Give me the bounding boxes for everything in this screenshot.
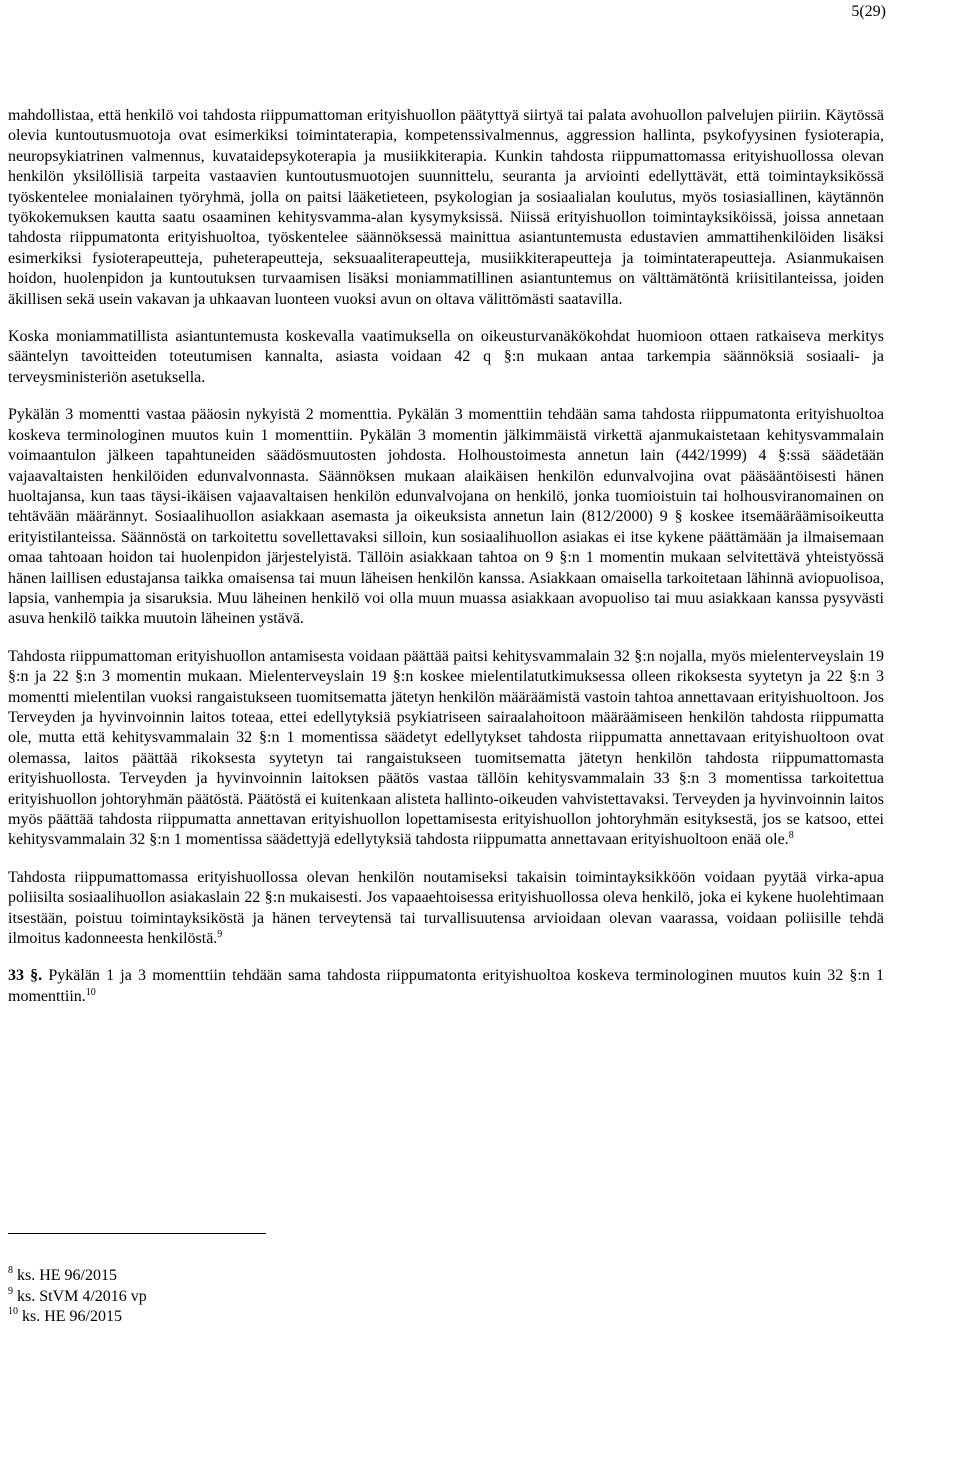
footnote-text: ks. StVM 4/2016 vp [17,1287,147,1305]
section-paragraph [8,966,884,1007]
footnote-number: 8 [8,1265,13,1276]
page-number: 5(29) [851,3,886,20]
paragraph-3-text: Pykälän 3 momentti vastaa pääosin nykyistä 2 momenttia. Pykälän 3 momenttiin tehdään sama tahdosta riippumatonta erityishuoltoa koskeva terminologinen muutos kuin 1 momenttiin. Pykälän 3 momentin jälkimmäistä virkettä ajanmukaistetaan kehitysvammalain voimaantulon jälkeen tapahtuneiden säädösmuutosten johdosta. Holhoustoimesta annetun lain (442/1999) 4 §:ssä säädetään vajaavaltaisten henkilöiden edunvalvonnasta. Säännöksen mukaan alaikäisen henkilön edunvalvojina ovat pääsääntöisesti hänen huoltajansa, kun taas täysi-ikäisen vajaavaltaisen henkilön edunvalvojana on henkilö, jonka tuomioistuin tai holhousviranomainen on tehtävään määrännyt. Sosiaalihuollon asiakkaan asemasta ja oikeuksista annetun lain (812/2000) 9 § koskee itsemääräämisoikeutta erityistilanteissa. Säännöstä on tarkoitettu sovellettavaksi silloin, kun sosiaalihuollon asiakas ei itse kykene päättämään ja ilmaisemaan omaa tahtoaan hoidon tai huolenpidon järjestelyistä. Tällöin asiakkaan tahtoa on 9 §:n 1 momentin mukaan selvitettävä yhteistyössä hänen laillisen edustajansa taikka omaisensa tai muun läheisen henkilön kanssa. Asiakkaan omaisella tarkoitetaan lähinnä aviopuolisoa, lapsia, vanhempia ja sisaruksia. Muu läheinen henkilö voi olla muun muassa asiakkaan avopuoliso tai muu asiakkaan kanssa pysyvästi asuva henkilö taikka muutoin läheinen ystävä. [8,406,884,628]
paragraph-3 [8,405,884,629]
paragraph-5 [8,868,884,950]
footnote-text: ks. HE 96/2015 [22,1308,122,1325]
footnote-9 [8,1287,608,1308]
paragraph-4-text: Tahdosta riippumattoman erityishuollon antamisesta voidaan päättää paitsi kehitysvammalain 32 §:n nojalla, myös mielenterveyslain 19 §:n ja 22 §:n 3 momentin mukaan. Mielenterveyslain 19 §:n koskee mielentilatutkimuksessa olleen rikoksesta syytetyn ja 22 §:n 3 momentti mielentilan vuoksi rangaistukseen tuomitsematta jätetyn henkilön määräämistä vastoin tahtoa annettavaan erityishuoltoon. Jos Terveyden ja hyvinvoinnin laitos toteaa, ettei edellytyksiä psykiatriseen sairaalahoitoon määräämiseen henkilön tahdosta riippumatta ole, mutta että kehitysvammalain 32 §:n 1 momentissa säädetyt edellytykset tahdosta riippumatta annettavaan erityishuoltoon ovat olemassa, laitos päättää rikoksesta syytetyn tai rangaistukseen tuomitsematta jätetyn henkilön tahdosta riippumattomasta erityishuollosta. Terveyden ja hyvinvoinnin laitoksen päätös vastaa tällöin kehitysvammalain 33 §:n 3 momentissa tarkoitettua erityishuollon johtoryhmän päätöstä. Päätöstä ei kuitenkaan alisteta hallinto-oikeuden vahvistettavaksi. Terveyden ja hyvinvoinnin laitos myös päättää tahdosta riippumatta annettavan erityishuollon lopettamisesta erityishuollon johtoryhmän esityksestä, jos se katsoo, ettei kehitysvammalain 32 §:n 1 momentissa säädettyjä edellytyksiä tahdosta riippumatta annettavaan erityishuoltoon enää ole. [8,647,884,849]
footnote-ref-10[interactable]: 10 [85,986,96,998]
footnote-ref-8[interactable]: 8 [788,830,794,842]
paragraph-2 [8,327,884,388]
paragraph-1-text: mahdollistaa, että henkilö voi tahdosta riippumattoman erityishuollon päätyttyä siirtyä tai palata avohuollon palvelujen piiriin. Käytössä olevia kuntoutusmuotoja ovat esimerkiksi toimintaterapia, kompetenssivalmennus, aggression hallinta, psykofyysinen fysioterapia, neuropsykiatrinen valmennus, kuvataidepsykoterapia ja musiikkiterapia. Kunkin tahdosta riippumattomassa erityishuollossa olevan henkilön yksilöllisiä tarpeita vastaavien kuntoutusmuotojen suunnittelu, seuranta ja arviointi edellyttävät, että toimintayksikössä työskentelee monialainen työryhmä, jolla on paitsi lääketieteen, psykologian ja sosiaalialan koulutus, myös tosiasiallinen, käytännön työkokemuksen kautta saatu osaaminen kehitysvamma-alan kysymyksissä. Niissä erityishuollon toimintayksiköissä, joissa annetaan tahdosta riippumatonta erityishuoltoa, työskentelee säännöksessä mainittua asiantuntemusta edustavien ammattihenkilöiden lisäksi esimerkiksi fysioterapeutteja, puheterapeutteja, seksuaaliterapeutteja, musiikkiterapeutteja ja toimintaterapeutteja. Asianmukaisen hoidon, huolenpidon ja kuntoutuksen turvaamisen lisäksi moniammatillinen asiantuntemus on välttämätöntä kriisitilanteissa, joiden äkillisen sekä usein vakavan ja uhkaavan luonteen vuoksi avun on oltava välittömästi saatavilla. [8,107,884,308]
footnote-number: 9 [8,1285,13,1297]
footnote-text: ks. HE 96/2015 [17,1267,117,1284]
footnote-8 [8,1266,608,1287]
footnote-number: 10 [8,1306,18,1317]
section-label: 33 §. [8,967,43,985]
paragraph-1 [8,106,884,310]
document-body [8,106,884,1024]
footnote-ref-9[interactable]: 9 [217,929,223,941]
paragraph-4 [8,647,884,851]
paragraph-2-text: Koska moniammatillista asiantuntemusta koskevalla vaatimuksella on oikeusturvanäkökohdat huomioon ottaen ratkaiseva merkitys sääntelyn tavoitteiden toteutumisen kannalta, asiasta voidaan 42 q §:n mukaan antaa tarkempia säännöksiä sosiaali- ja terveysministeriön asetuksella. [8,328,884,386]
footnote-divider [8,1233,266,1234]
section-text: Pykälän 1 ja 3 momenttiin tehdään sama tahdosta riippumatonta erityishuoltoa koskeva terminologinen muutos kuin 32 §:n 1 momenttiin. [8,967,885,1005]
paragraph-5-text: Tahdosta riippumattomassa erityishuollossa olevan henkilön noutamiseksi takaisin toimintayksikköön voidaan pyytää virka-apua poliisilta sosiaalihuollon asiakaslain 22 §:n mukaisesti. Jos vapaaehtoisessa erityishuollossa oleva henkilö, joka ei kykene huolehtimaan itsestään, poistuu toimintayksiköstä ja hänen terveytensä tai turvallisuutensa arvioidaan olevan vaarassa, voidaan poliisille tehdä ilmoitus kadonneesta henkilöstä. [8,868,884,948]
footnotes [8,1266,608,1328]
footnote-10 [8,1307,608,1328]
